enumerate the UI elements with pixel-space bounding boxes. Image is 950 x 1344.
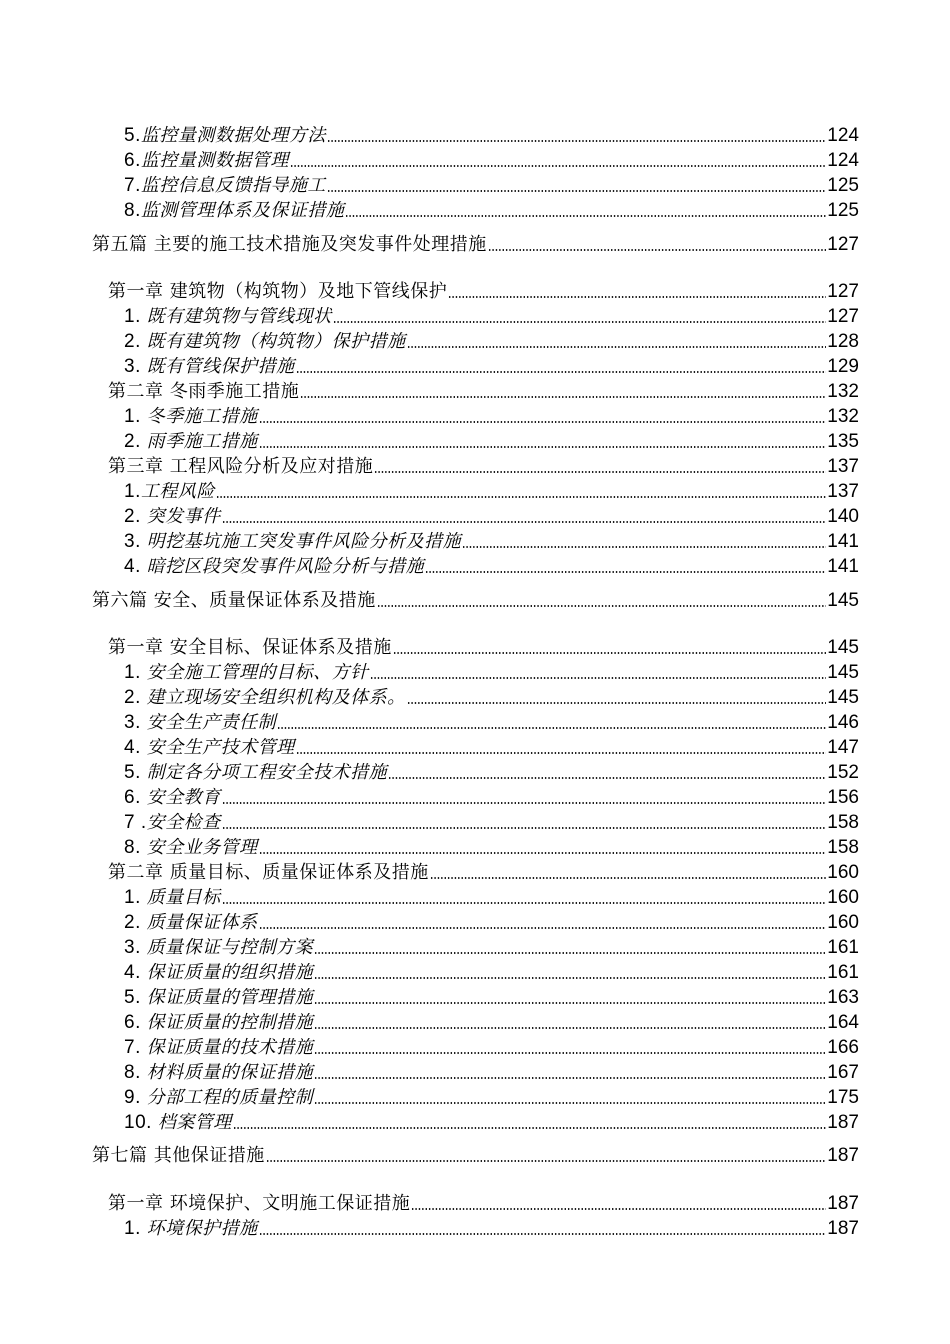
toc-entry-page-number: 145	[827, 637, 859, 658]
toc-entry-text: 第一章 环境保护、文明施工保证措施	[108, 1193, 411, 1214]
toc-entry-section[interactable]	[124, 735, 859, 759]
toc-entry-number: 2.	[124, 431, 147, 452]
toc-entry-page-number: 140	[827, 506, 859, 527]
dot-leader	[411, 1207, 826, 1211]
dot-leader	[374, 470, 826, 474]
toc-entry-section[interactable]	[124, 1060, 859, 1084]
toc-entry-title	[124, 356, 295, 378]
toc-entry-page-number: 128	[827, 331, 859, 352]
dot-leader	[327, 189, 826, 193]
toc-entry-title	[124, 887, 221, 909]
toc-entry-section[interactable]	[124, 810, 859, 834]
toc-entry-number: 6.	[124, 150, 141, 171]
toc-entry-number: 7.	[124, 1037, 147, 1058]
toc-entry-page-number: 145	[827, 687, 859, 708]
toc-entry-number: 1.	[124, 406, 147, 427]
dot-leader	[407, 701, 827, 705]
toc-entry-text: 明挖基坑施工突发事件风险分析及措施	[146, 531, 462, 552]
toc-entry-page-number: 145	[827, 590, 859, 611]
toc-entry-section[interactable]	[124, 710, 859, 734]
toc-entry-section[interactable]	[124, 785, 859, 809]
toc-entry-number: 7.	[124, 175, 141, 196]
toc-entry-chapter[interactable]	[108, 1191, 859, 1215]
toc-entry-section[interactable]	[124, 329, 859, 353]
toc-entry-number: 3.	[124, 531, 147, 552]
toc-entry-title	[124, 912, 258, 934]
toc-entry-text: 冬季施工措施	[146, 406, 258, 427]
toc-entry-text: 档案管理	[157, 1112, 232, 1133]
toc-entry-text: 安全检查	[146, 812, 221, 833]
toc-entry-title	[108, 637, 392, 659]
toc-entry-section[interactable]	[124, 685, 859, 709]
toc-entry-text: 保证质量的技术措施	[146, 1037, 314, 1058]
dot-leader	[296, 751, 827, 755]
toc-entry-text: 第一章 安全目标、保证体系及措施	[108, 637, 392, 658]
toc-entry-number: 8.	[124, 1062, 147, 1083]
toc-entry-number: 9.	[124, 1087, 147, 1108]
toc-entry-page-number: 164	[827, 1012, 859, 1033]
toc-entry-title	[124, 306, 332, 328]
toc-entry-text: 监测管理体系及保证措施	[140, 200, 345, 221]
toc-entry-page-number: 127	[827, 281, 859, 302]
toc-entry-text: 质量保证与控制方案	[146, 937, 314, 958]
toc-entry-text: 环境保护措施	[146, 1218, 258, 1239]
toc-entry-section[interactable]	[124, 935, 859, 959]
toc-entry-chapter[interactable]	[108, 635, 859, 659]
dot-leader	[222, 520, 827, 524]
toc-entry-section[interactable]	[124, 173, 859, 197]
toc-entry-number: 2.	[124, 687, 147, 708]
toc-entry-section[interactable]	[124, 1216, 859, 1240]
toc-entry-page-number: 141	[827, 531, 859, 552]
dot-leader	[259, 445, 827, 449]
dot-leader	[222, 826, 827, 830]
toc-entry-section[interactable]	[124, 985, 859, 1009]
toc-entry-title	[124, 150, 289, 172]
toc-entry-page-number: 127	[827, 306, 859, 327]
toc-entry-title	[124, 406, 258, 428]
toc-entry-page-number: 152	[827, 762, 859, 783]
dot-leader	[393, 651, 827, 655]
dot-leader	[222, 901, 827, 905]
toc-entry-section[interactable]	[124, 885, 859, 909]
toc-entry-section[interactable]	[124, 835, 859, 859]
dot-leader	[314, 1051, 826, 1055]
toc-entry-number: 4.	[124, 962, 147, 983]
toc-entry-page-number: 160	[827, 862, 859, 883]
dot-leader	[345, 214, 826, 218]
toc-entry-chapter[interactable]	[108, 379, 859, 403]
toc-entry-title	[124, 331, 406, 353]
toc-entry-page-number: 141	[827, 556, 859, 577]
toc-entry-text: 安全业务管理	[146, 837, 258, 858]
toc-entry-number: 3.	[124, 937, 147, 958]
toc-entry-section[interactable]	[124, 910, 859, 934]
toc-entry-title	[108, 456, 373, 478]
toc-entry-page-number: 158	[827, 812, 859, 833]
toc-entry-part[interactable]	[92, 588, 859, 612]
toc-entry-title	[124, 737, 295, 759]
toc-entry-section[interactable]	[124, 760, 859, 784]
toc-entry-chapter[interactable]	[108, 279, 859, 303]
toc-entry-text: 第三章 工程风险分析及应对措施	[108, 456, 374, 477]
toc-entry-title	[92, 590, 376, 612]
toc-entry-title	[124, 1037, 313, 1059]
toc-entry-title	[124, 1087, 313, 1109]
toc-entry-page-number: 163	[827, 987, 859, 1008]
dot-leader	[407, 345, 827, 349]
toc-entry-page-number: 137	[827, 456, 859, 477]
dot-leader	[370, 676, 827, 680]
toc-entry-number: 4.	[124, 737, 147, 758]
toc-entry-number: 6.	[124, 1012, 147, 1033]
dot-leader	[259, 420, 827, 424]
toc-entry-title	[124, 1062, 313, 1084]
toc-entry-section[interactable]	[124, 1085, 859, 1109]
toc-entry-number: 2.	[124, 331, 147, 352]
toc-entry-part[interactable]	[92, 1143, 859, 1167]
toc-entry-page-number: 158	[827, 837, 859, 858]
toc-entry-title	[124, 506, 221, 528]
toc-entry-text: 质量保证体系	[146, 912, 258, 933]
toc-entry-section[interactable]	[124, 960, 859, 984]
toc-entry-title	[108, 281, 447, 303]
toc-entry-text: 分部工程的质量控制	[146, 1087, 314, 1108]
toc-entry-number: 1.	[124, 306, 147, 327]
toc-entry-title	[108, 1193, 410, 1215]
toc-entry-text: 保证质量的管理措施	[146, 987, 314, 1008]
toc-entry-page-number: 166	[827, 1037, 859, 1058]
toc-entry-section[interactable]	[124, 148, 859, 172]
toc-entry-text: 保证质量的控制措施	[146, 1012, 314, 1033]
toc-entry-title	[124, 937, 313, 959]
toc-entry-page-number: 137	[827, 481, 859, 502]
toc-entry-text: 材料质量的保证措施	[146, 1062, 314, 1083]
toc-entry-page-number: 187	[827, 1145, 859, 1166]
toc-entry-text: 安全生产责任制	[146, 712, 277, 733]
toc-entry-section[interactable]	[124, 429, 859, 453]
toc-entry-text: 第五篇 主要的施工技术措施及突发事件处理措施	[92, 234, 487, 255]
toc-entry-section[interactable]	[124, 1035, 859, 1059]
toc-entry-page-number: 161	[827, 962, 859, 983]
toc-entry-title	[124, 481, 215, 503]
toc-entry-page-number: 127	[827, 234, 859, 255]
toc-entry-title	[124, 712, 276, 734]
dot-leader	[259, 926, 827, 930]
toc-entry-text: 安全教育	[146, 787, 221, 808]
toc-entry-section[interactable]	[124, 198, 859, 222]
toc-entry-page-number: 132	[827, 406, 859, 427]
dot-leader	[333, 320, 827, 324]
toc-entry-number: 5.	[124, 762, 147, 783]
toc-entry-title	[124, 531, 461, 553]
toc-entry-title	[92, 1145, 265, 1167]
dot-leader	[259, 851, 827, 855]
toc-entry-number: 1.	[124, 662, 147, 683]
dot-leader	[377, 604, 827, 608]
toc-entry-title	[124, 175, 326, 197]
toc-entry-number: 6.	[124, 787, 147, 808]
toc-entry-page-number: 160	[827, 887, 859, 908]
toc-entry-page-number: 161	[827, 937, 859, 958]
toc-entry-page-number: 125	[827, 175, 859, 196]
toc-entry-page-number: 145	[827, 662, 859, 683]
dot-leader	[327, 139, 826, 143]
toc-entry-text: 保证质量的组织措施	[146, 962, 314, 983]
toc-entry-page-number: 167	[827, 1062, 859, 1083]
toc-entry-section[interactable]	[124, 479, 859, 503]
dot-leader	[314, 951, 826, 955]
toc-entry-text: 监控信息反馈指导施工	[140, 175, 326, 196]
toc-entry-page-number: 160	[827, 912, 859, 933]
toc-entry-section[interactable]	[124, 1010, 859, 1034]
toc-entry-text: 突发事件	[146, 506, 221, 527]
toc-entry-title	[124, 837, 258, 859]
toc-entry-number: 1.	[124, 481, 141, 502]
toc-entry-text: 既有建筑物与管线现状	[146, 306, 332, 327]
dot-leader	[290, 164, 826, 168]
toc-entry-text: 建立现场安全组织机构及体系。	[146, 687, 406, 708]
toc-entry-section[interactable]	[124, 304, 859, 328]
toc-entry-part[interactable]	[92, 232, 859, 256]
toc-entry-text: 安全生产技术管理	[146, 737, 295, 758]
toc-entry-section[interactable]	[124, 504, 859, 528]
toc-entry-page-number: 187	[827, 1218, 859, 1239]
toc-entry-section[interactable]	[124, 354, 859, 378]
toc-entry-text: 监控量测数据处理方法	[140, 125, 326, 146]
dot-leader	[314, 976, 826, 980]
dot-leader	[277, 726, 826, 730]
toc-entry-text: 制定各分项工程安全技术措施	[146, 762, 388, 783]
toc-entry-title	[124, 662, 369, 684]
toc-entry-section[interactable]	[124, 123, 859, 147]
toc-entry-title	[124, 812, 221, 834]
dot-leader	[314, 1101, 826, 1105]
dot-leader	[259, 1232, 827, 1236]
toc-entry-section[interactable]	[124, 1110, 859, 1134]
toc-entry-title	[124, 787, 221, 809]
toc-entry-text: 暗挖区段突发事件风险分析与措施	[146, 556, 425, 577]
dot-leader	[314, 1076, 826, 1080]
dot-leader	[233, 1126, 827, 1130]
toc-entry-section[interactable]	[124, 554, 859, 578]
toc-entry-title	[124, 762, 387, 784]
toc-entry-text: 第一章 建筑物（构筑物）及地下管线保护	[108, 281, 448, 302]
toc-entry-title	[124, 962, 313, 984]
toc-entry-number: 1.	[124, 1218, 147, 1239]
toc-entry-section[interactable]	[124, 660, 859, 684]
dot-leader	[266, 1159, 827, 1163]
toc-entry-page-number: 124	[827, 150, 859, 171]
toc-entry-text: 第二章 冬雨季施工措施	[108, 381, 300, 402]
toc-entry-page-number: 124	[827, 125, 859, 146]
toc-entry-text: 第二章 质量目标、质量保证体系及措施	[108, 862, 429, 883]
dot-leader	[222, 801, 827, 805]
dot-leader	[216, 495, 826, 499]
toc-entry-title	[124, 1218, 258, 1240]
dot-leader	[300, 395, 826, 399]
toc-entry-number: 2.	[124, 506, 147, 527]
toc-entry-title	[92, 234, 487, 256]
toc-entry-title	[124, 200, 344, 222]
toc-entry-number: 8.	[124, 837, 147, 858]
toc-entry-title	[124, 125, 326, 147]
dot-leader	[314, 1026, 826, 1030]
toc-entry-page-number: 187	[827, 1193, 859, 1214]
dot-leader	[388, 776, 826, 780]
toc-entry-title	[124, 1012, 313, 1034]
toc-entry-text: 安全施工管理的目标、方针	[146, 662, 369, 683]
toc-entry-title	[124, 556, 424, 578]
toc-entry-page-number: 135	[827, 431, 859, 452]
toc-entry-text: 第六篇 安全、质量保证体系及措施	[92, 590, 376, 611]
toc-entry-page-number: 187	[827, 1112, 859, 1133]
toc-entry-title	[108, 862, 429, 884]
toc-entry-number: 3.	[124, 712, 147, 733]
toc-entry-number: 5.	[124, 125, 141, 146]
toc-entry-number: 8.	[124, 200, 141, 221]
toc-entry-number: 4.	[124, 556, 147, 577]
toc-entry-number: 10.	[124, 1112, 158, 1133]
toc-entry-text: 既有管线保护措施	[146, 356, 295, 377]
toc-entry-text: 第七篇 其他保证措施	[92, 1145, 265, 1166]
toc-entry-title	[108, 381, 299, 403]
dot-leader	[462, 545, 826, 549]
toc-entry-title	[124, 987, 313, 1009]
toc-entry-chapter[interactable]	[108, 454, 859, 478]
toc-entry-title	[124, 687, 406, 709]
dot-leader	[430, 876, 827, 880]
dot-leader	[425, 570, 826, 574]
toc-entry-page-number: 129	[827, 356, 859, 377]
toc-entry-title	[124, 431, 258, 453]
toc-entry-text: 既有建筑物（构筑物）保护措施	[146, 331, 406, 352]
toc-entry-number: 7 .	[124, 812, 147, 833]
toc-entry-page-number: 175	[827, 1087, 859, 1108]
dot-leader	[314, 1001, 826, 1005]
toc-entry-chapter[interactable]	[108, 860, 859, 884]
toc-entry-number: 2.	[124, 912, 147, 933]
toc-entry-text: 质量目标	[146, 887, 221, 908]
toc-entry-number: 5.	[124, 987, 147, 1008]
toc-entry-section[interactable]	[124, 404, 859, 428]
dot-leader	[448, 295, 826, 299]
toc-entry-text: 工程风险	[140, 481, 215, 502]
toc-entry-number: 3.	[124, 356, 147, 377]
toc-entry-number: 1.	[124, 887, 147, 908]
dot-leader	[488, 248, 827, 252]
toc-entry-page-number: 156	[827, 787, 859, 808]
toc-entry-text: 监控量测数据管理	[140, 150, 289, 171]
toc-entry-title	[124, 1112, 232, 1134]
toc-entry-page-number: 146	[827, 712, 859, 733]
toc-entry-page-number: 147	[827, 737, 859, 758]
toc-entry-page-number: 125	[827, 200, 859, 221]
toc-entry-section[interactable]	[124, 529, 859, 553]
toc-entry-text: 雨季施工措施	[146, 431, 258, 452]
dot-leader	[296, 370, 827, 374]
toc-entry-page-number: 132	[827, 381, 859, 402]
